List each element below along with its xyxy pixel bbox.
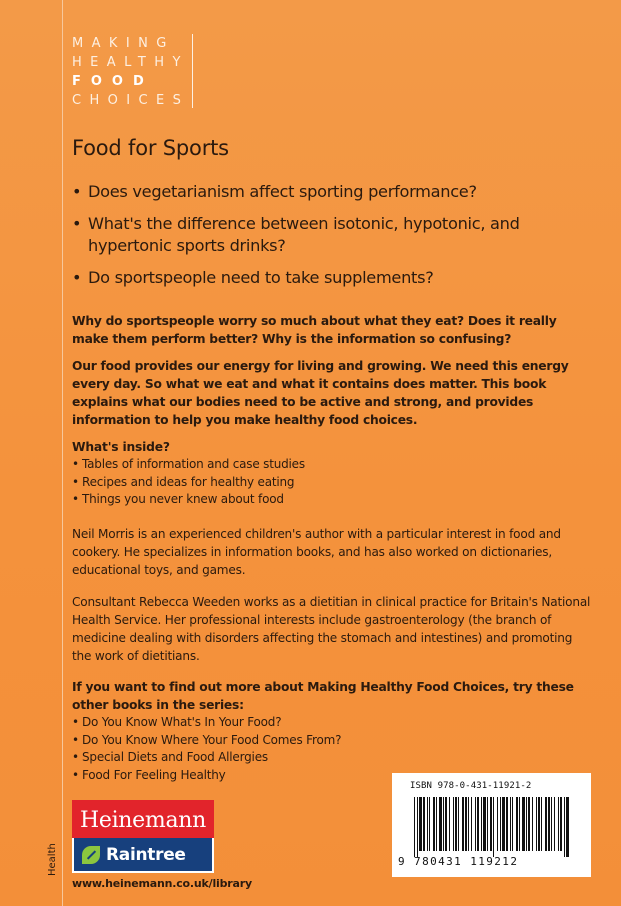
list-item: • Tables of information and case studies	[72, 456, 592, 474]
list-item: • Things you never knew about food	[72, 491, 592, 509]
margin-rule	[62, 0, 63, 906]
whats-inside-list	[72, 456, 592, 509]
imprint-name: Raintree	[106, 844, 186, 865]
barcode-box	[392, 773, 591, 877]
publisher-name: Heinemann	[72, 800, 214, 838]
barcode-icon	[412, 797, 572, 859]
series-word: MAKING	[72, 36, 175, 51]
series-word: CHOICES	[72, 93, 190, 108]
series-logo	[72, 34, 194, 110]
barcode-digits: 9 780431 119212	[398, 855, 519, 868]
series-books	[72, 678, 592, 784]
isbn-label: ISBN 978-0-431-11921-2	[410, 781, 532, 791]
book-title: Food for Sports	[72, 136, 229, 160]
intro-paragraph: Why do sportspeople worry so much about what they eat? Does it really make them perform better? Why is the information so confusing?	[72, 314, 557, 346]
whats-inside	[72, 438, 592, 509]
series-word: HEALTHY	[72, 55, 189, 70]
consultant-bio: Consultant Rebecca Weeden works as a dietitian in clinical practice for Britain's National Health Service. Her professional interests include gastroenterology (the branch of medicine dealing with disorders affecting the stomach and intestines) and promoting the work of dietitians.	[72, 595, 591, 663]
intro-text	[72, 312, 592, 438]
list-item: • Do You Know What's In Your Food?	[72, 714, 592, 732]
list-item: • Food For Feeling Healthy	[72, 767, 592, 785]
category-label: Health	[47, 843, 58, 876]
list-item: • Recipes and ideas for healthy eating	[72, 474, 592, 492]
list-item: • Do You Know Where Your Food Comes From?	[72, 732, 592, 750]
leaf-icon	[82, 846, 100, 864]
whats-inside-heading: What's inside?	[72, 440, 170, 454]
question-list	[72, 181, 542, 299]
series-divider	[192, 34, 193, 108]
intro-paragraph: Our food provides our energy for living and growing. We need this energy every day. So what we eat and what it contains does matter. This book explains what our bodies need to be active and strong, and provides information to help you make healthy food choices.	[72, 359, 569, 427]
question-item: • Does vegetarianism affect sporting performance?	[72, 181, 542, 203]
author-bio: Neil Morris is an experienced children's author with a particular interest in food and cookery. He specializes in information books, and has also worked on dictionaries, educational toys, and games.	[72, 527, 561, 577]
publisher-logo	[72, 800, 214, 873]
question-item: • What's the difference between isotonic, hypotonic, and hypertonic sports drinks?	[72, 213, 542, 257]
question-item: • Do sportspeople need to take supplements?	[72, 267, 542, 289]
series-word: FOOD	[72, 74, 154, 89]
publisher-url: www.heinemann.co.uk/library	[72, 877, 252, 890]
list-item: • Special Diets and Food Allergies	[72, 749, 592, 767]
series-books-heading: If you want to find out more about Making Healthy Food Choices, try these other books in the series:	[72, 680, 574, 712]
imprint-bar	[72, 838, 214, 873]
